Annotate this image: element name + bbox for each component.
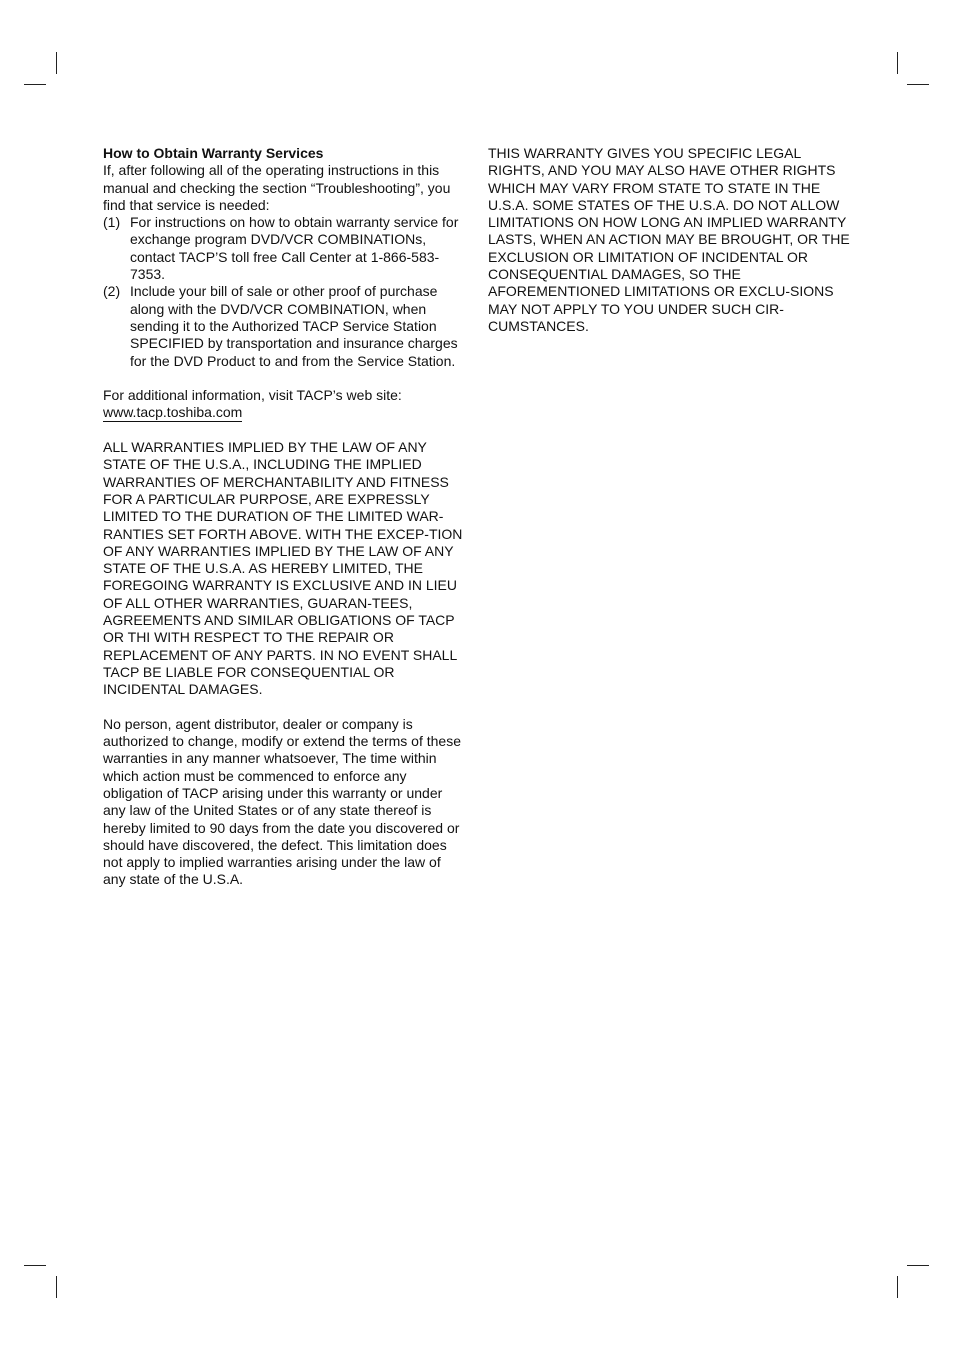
- paragraph-spacer: [103, 422, 467, 439]
- website-link[interactable]: www.tacp.toshiba.com: [103, 404, 243, 421]
- step-number: (1): [103, 214, 121, 231]
- crop-mark-top-left-horizontal: [24, 84, 46, 85]
- warranty-step-2: [103, 283, 467, 369]
- crop-mark-top-right-vertical: [897, 52, 898, 74]
- legal-rights-paragraph: THIS WARRANTY GIVES YOU SPECIFIC LEGAL RIGHTS, AND YOU MAY ALSO HAVE OTHER RIGHTS WHICH MAY VARY FROM STATE TO STATE IN THE U.S.A. SOME STATES OF THE U.S.A. DO NOT ALLOW LIMITATIONS ON HOW LONG AN IMPLIED WARRANTY LASTS, WHEN AN ACTION MAY BE BROUGHT, OR THE EXCLUSION OR LIMITATION OF INCIDENTAL OR CONSEQUENTIAL DAMAGES, SO THE AFOREMENTIONED LIMITATIONS OR EXCLU-SIONS MAY NOT APPLY TO YOU UNDER SUCH CIR-CUMSTANCES.: [488, 145, 850, 334]
- step-number: (2): [103, 283, 121, 300]
- additional-info-paragraph: For additional information, visit TACP’s web site:: [103, 387, 402, 404]
- warranty-services-heading: How to Obtain Warranty Services: [103, 145, 324, 161]
- warranty-steps-list: [103, 214, 467, 370]
- crop-mark-bottom-right-vertical: [897, 1276, 898, 1298]
- step-text: Include your bill of sale or other proof of purchase along with the DVD/VCR COMBINATION, when sending it to the Authorized TACP Service Station SPECIFIED by transportation and insurance charges for the DVD Product to and from the Service Station.: [130, 283, 458, 369]
- crop-mark-bottom-left-horizontal: [24, 1265, 46, 1266]
- crop-mark-bottom-right-horizontal: [907, 1265, 929, 1266]
- paragraph-spacer: [103, 699, 467, 716]
- warranty-intro-paragraph: If, after following all of the operating instructions in this manual and checking the section “Troubleshooting”, you find that service is needed:: [103, 162, 451, 213]
- step-text: For instructions on how to obtain warranty service for exchange program DVD/VCR COMBINATIONs, contact TACP’S toll free Call Center at 1-866-583-7353.: [130, 214, 459, 283]
- paragraph-spacer: [103, 370, 467, 387]
- crop-mark-top-left-vertical: [56, 52, 57, 74]
- crop-mark-bottom-left-vertical: [56, 1276, 57, 1298]
- implied-warranties-paragraph: ALL WARRANTIES IMPLIED BY THE LAW OF ANY STATE OF THE U.S.A., INCLUDING THE IMPLIED WARRANTIES OF MERCHANTABILITY AND FITNESS FOR A PARTICULAR PURPOSE, ARE EXPRESSLY LIMITED TO THE DURATION OF THE LIMITED WAR-RANTIES SET FORTH ABOVE. WITH THE EXCEP-TION OF ANY WARRANTIES IMPLIED BY THE LAW OF ANY STATE OF THE U.S.A. AS HEREBY LIMITED, THE FOREGOING WARRANTY IS EXCLUSIVE AND IN LIEU OF ALL OTHER WARRANTIES, GUARAN-TEES, AGREEMENTS AND SIMILAR OBLIGATIONS OF TACP OR THI WITH RESPECT TO THE REPAIR OR REPLACEMENT OF ANY PARTS. IN NO EVENT SHALL TACP BE LIABLE FOR CONSEQUENTIAL OR INCIDENTAL DAMAGES.: [103, 439, 463, 698]
- warranty-step-1: [103, 214, 467, 283]
- crop-mark-top-right-horizontal: [907, 84, 929, 85]
- website-line: [103, 404, 467, 421]
- no-person-paragraph: No person, agent distributor, dealer or company is authorized to change, modify or extend the terms of these warranties in any manner whatsoever, The time within which action must be commenced to enforce any obligation of TACP arising under this warranty or under any law of the United States or of any state thereof is hereby limited to 90 days from the date you discovered or should have discovered, the defect. This limitation does not apply to implied warranties arising under the law of any state of the U.S.A.: [103, 715, 461, 888]
- left-column: [103, 145, 467, 889]
- right-column: [488, 145, 854, 335]
